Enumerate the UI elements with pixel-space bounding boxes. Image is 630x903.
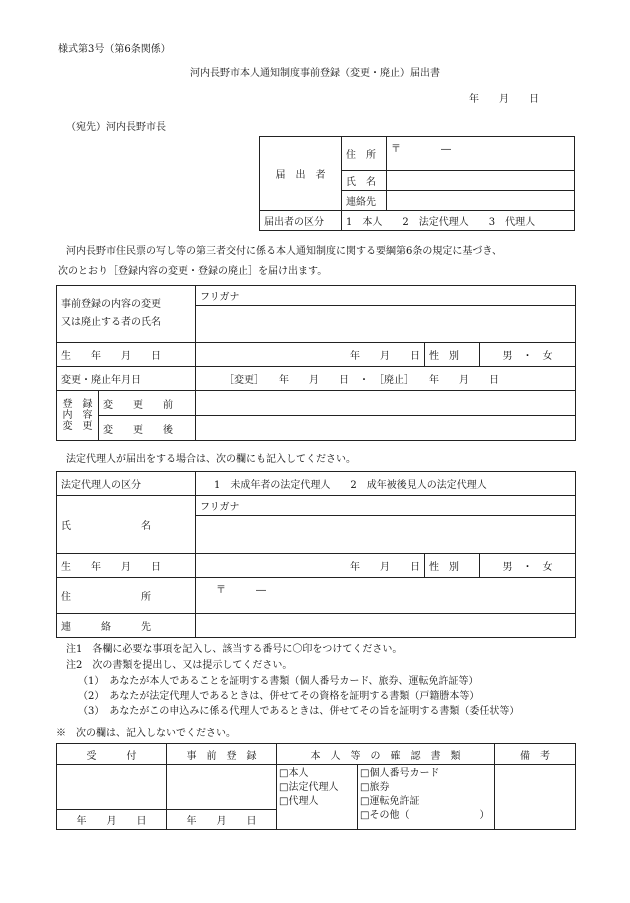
reg-char-2: 内 容	[62, 410, 93, 421]
submission-date[interactable]: 年 月 日	[469, 94, 539, 105]
reg-char-1: 登 録	[62, 399, 93, 410]
remarks-header: 備 考	[495, 744, 576, 765]
registrant-dob-label: 生 年 月 日	[57, 343, 196, 367]
after-change-field[interactable]	[196, 416, 576, 441]
applicant-table	[259, 136, 575, 231]
document-checkboxes	[358, 765, 495, 830]
checkbox-other[interactable]: □その他（ ）	[360, 810, 490, 821]
registrant-dob-field[interactable]: 年 月 日	[196, 343, 425, 367]
note-2-item-2: （2） あなたが法定代理人であるときは、併せてその資格を証明する書類（戸籍謄本等）	[78, 691, 480, 702]
applicant-address-field[interactable]: 〒 ―	[387, 137, 575, 171]
legal-rep-name-field[interactable]	[196, 516, 576, 554]
checkbox-passport[interactable]: □旅券	[360, 782, 390, 793]
office-use-note: ※ 次の欄は、記入しないでください。	[56, 728, 236, 739]
reception-date[interactable]: 年 月 日	[57, 810, 167, 830]
applicant-type-label: 届出者の区分	[260, 211, 342, 231]
address-label: 住 所	[342, 137, 387, 171]
note-2-item-3: （3） あなたがこの申込みに係る代理人であるときは、併せてその旨を証明する書類（委任状等）	[78, 706, 520, 717]
registrant-table	[56, 285, 576, 441]
before-change-field[interactable]	[196, 391, 576, 416]
checkbox-principal[interactable]: □本人	[279, 768, 309, 779]
reception-header: 受 付	[57, 744, 167, 765]
contact-label: 連絡先	[342, 191, 387, 211]
intro-line-2: 次のとおり［登録内容の変更・登録の廃止］を届け出ます。	[58, 266, 328, 277]
legal-rep-furigana-field[interactable]: フリガナ	[196, 496, 576, 516]
legal-rep-type-label: 法定代理人の区分	[57, 472, 196, 496]
legal-rep-contact-field[interactable]	[196, 614, 576, 638]
legal-rep-sex-field[interactable]: 男 ・ 女	[480, 554, 576, 578]
legal-rep-name-label: 氏 名	[57, 496, 196, 554]
form-number: 様式第3号（第6条関係）	[58, 44, 171, 55]
checkbox-legal-rep[interactable]: □法定代理人	[279, 782, 339, 793]
checkbox-agent[interactable]: □代理人	[279, 796, 319, 807]
applicant-contact-field[interactable]	[387, 191, 575, 211]
form-title: 河内長野市本人通知制度事前登録（変更・廃止）届出書	[190, 68, 440, 79]
registration-content-change-label	[57, 391, 99, 441]
legal-rep-type-options[interactable]: 1 未成年者の法定代理人 2 成年被後見人の法定代理人	[196, 472, 576, 496]
registrant-sex-field[interactable]: 男 ・ 女	[480, 343, 576, 367]
person-type-checkboxes	[277, 765, 358, 830]
pre-registration-header: 事 前 登 録	[167, 744, 277, 765]
change-date-field[interactable]: ［変更］ 年 月 日 ・ ［廃止］ 年 月 日	[196, 367, 576, 391]
note-1: 注1 各欄に必要な事項を記入し、該当する番号に〇印をつけてください。	[66, 644, 403, 655]
legal-rep-dob-field[interactable]: 年 月 日	[196, 554, 425, 578]
reception-field[interactable]	[57, 765, 167, 810]
before-change-label: 変 更 前	[99, 391, 196, 416]
registrant-name-label-1: 事前登録の内容の変更	[61, 299, 161, 310]
remarks-field[interactable]	[495, 765, 576, 830]
registrant-name-label	[57, 286, 196, 343]
registrant-name-field[interactable]	[196, 306, 576, 343]
addressee: （宛先）河内長野市長	[66, 122, 166, 133]
intro-line-1: 河内長野市住民票の写し等の第三者交付に係る本人通知制度に関する要綱第6条の規定に基づき、	[66, 246, 502, 257]
change-date-label: 変更・廃止年月日	[57, 367, 196, 391]
name-label: 氏 名	[342, 171, 387, 191]
registrant-furigana-field[interactable]: フリガナ	[196, 286, 576, 306]
pre-registration-date[interactable]: 年 月 日	[167, 810, 277, 830]
legal-rep-table	[56, 471, 576, 638]
after-change-label: 変 更 後	[99, 416, 196, 441]
applicant-type-options[interactable]: 1 本人 2 法定代理人 3 代理人	[342, 211, 575, 231]
reg-char-3: 変 更	[62, 421, 93, 432]
legal-rep-address-label: 住 所	[57, 578, 196, 614]
office-use-table	[56, 743, 576, 830]
legal-rep-address-field[interactable]: 〒 ―	[196, 578, 576, 614]
applicant-label: 届 出 者	[260, 137, 342, 211]
registrant-sex-label: 性 別	[425, 343, 480, 367]
legal-rep-dob-label: 生 年 月 日	[57, 554, 196, 578]
legal-rep-contact-label: 連 絡 先	[57, 614, 196, 638]
id-documents-header: 本 人 等 の 確 認 書 類	[277, 744, 495, 765]
legal-rep-note: 法定代理人が届出をする場合は、次の欄にも記入してください。	[66, 454, 356, 465]
checkbox-drivers-license[interactable]: □運転免許証	[360, 796, 420, 807]
pre-registration-field[interactable]	[167, 765, 277, 810]
note-2-item-1: （1） あなたが本人であることを証明する書類（個人番号カード、旅券、運転免許証等）	[78, 676, 479, 687]
note-2: 注2 次の書類を提出し、又は提示してください。	[66, 660, 293, 671]
applicant-name-field[interactable]	[387, 171, 575, 191]
legal-rep-sex-label: 性 別	[425, 554, 480, 578]
checkbox-mynumber-card[interactable]: □個人番号カード	[360, 768, 440, 779]
registrant-name-label-2: 又は廃止する者の氏名	[61, 317, 161, 328]
